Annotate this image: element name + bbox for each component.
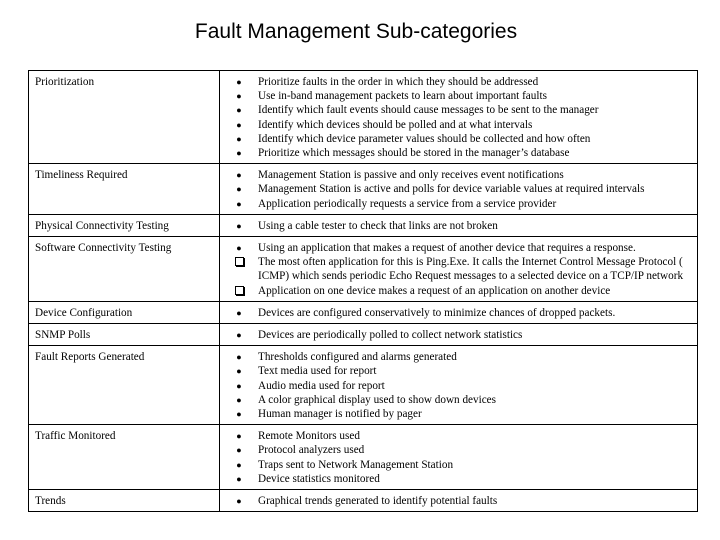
- category-cell: Traffic Monitored: [29, 425, 220, 490]
- table-row: [29, 490, 698, 512]
- description-cell: [220, 237, 698, 302]
- dot-bullet-icon: ●: [236, 473, 242, 484]
- description-cell: [220, 324, 698, 346]
- table-row: [29, 324, 698, 346]
- category-cell: Physical Connectivity Testing: [29, 214, 220, 236]
- square-bullet-icon: [235, 286, 244, 295]
- category-cell: Timeliness Required: [29, 164, 220, 215]
- list-item: [226, 146, 691, 160]
- dot-bullet-icon: ●: [236, 148, 242, 159]
- bullet-icon: [232, 494, 246, 508]
- item-text: Audio media used for report: [258, 379, 385, 392]
- list-item: [226, 429, 691, 443]
- description-list: [226, 429, 691, 486]
- dot-bullet-icon: ●: [236, 220, 242, 231]
- page-title: Fault Management Sub-categories: [194, 20, 518, 43]
- bullet-icon: [232, 379, 246, 393]
- description-list: [226, 168, 691, 211]
- bullet-icon: [232, 306, 246, 320]
- item-text: Devices are configured conservatively to minimize chances of dropped packets.: [258, 306, 616, 319]
- bullet-icon: [232, 103, 246, 117]
- table-row: [29, 237, 698, 302]
- item-text: Prioritize faults in the order in which they should be addressed: [258, 76, 539, 88]
- list-item: [226, 89, 691, 103]
- list-item: [226, 197, 691, 211]
- list-item: [226, 118, 691, 132]
- description-list: [226, 241, 691, 298]
- dot-bullet-icon: ●: [236, 184, 242, 195]
- dot-bullet-icon: ●: [236, 243, 242, 254]
- item-text: Device statistics monitored: [258, 472, 380, 485]
- item-text: Identify which device parameter values should be collected and how often: [258, 132, 591, 145]
- table-row: [29, 425, 698, 490]
- table-row: [29, 346, 698, 425]
- dot-bullet-icon: ●: [236, 394, 242, 405]
- description-cell: [220, 71, 698, 164]
- description-cell: [220, 301, 698, 323]
- bullet-icon: [232, 75, 246, 89]
- bullet-icon: [232, 328, 246, 342]
- bullet-icon: [232, 429, 246, 443]
- item-text: Human manager is notified by pager: [258, 408, 422, 421]
- list-item: [226, 168, 691, 182]
- list-item: [226, 255, 691, 283]
- item-text: Identify which fault events should cause messages to be sent to the manager: [258, 104, 599, 117]
- item-text: Application on one device makes a request of an application on another device: [258, 284, 611, 297]
- fault-categories-table: [28, 70, 698, 512]
- dot-bullet-icon: ●: [236, 119, 242, 130]
- category-cell: Trends: [29, 490, 220, 512]
- table-row: [29, 164, 698, 215]
- dot-bullet-icon: ●: [236, 366, 242, 377]
- item-text: Application periodically requests a service from a service provider: [258, 197, 557, 210]
- bullet-icon: [232, 393, 246, 407]
- list-item: [226, 458, 691, 472]
- bullet-icon: [232, 350, 246, 364]
- description-list: [226, 75, 691, 160]
- item-text: Prioritize which messages should be stored in the manager’s database: [258, 147, 570, 160]
- item-text: Using an application that makes a request of another device that requires a response.: [258, 242, 636, 255]
- category-cell: SNMP Polls: [29, 324, 220, 346]
- bullet-icon: [232, 364, 246, 378]
- table-row: [29, 71, 698, 164]
- list-item: [226, 328, 691, 342]
- bullet-icon: [232, 118, 246, 132]
- item-text: Use in-band management packets to learn about important faults: [258, 90, 547, 103]
- item-text: Traps sent to Network Management Station: [258, 458, 454, 471]
- description-cell: [220, 425, 698, 490]
- bullet-icon: [232, 168, 246, 182]
- item-text: Management Station is active and polls for device variable values at required intervals: [258, 183, 645, 196]
- checkbox-bullet-icon: [232, 255, 246, 270]
- bullet-icon: [232, 443, 246, 457]
- square-bullet-icon: [235, 257, 244, 266]
- dot-bullet-icon: ●: [236, 77, 242, 87]
- table-row: [29, 301, 698, 323]
- dot-bullet-icon: ●: [236, 380, 242, 391]
- item-text: Text media used for report: [258, 365, 377, 378]
- description-list: [226, 306, 691, 320]
- description-list: [226, 219, 691, 233]
- item-text: Management Station is passive and only receives event notifications: [258, 169, 564, 182]
- dot-bullet-icon: ●: [236, 133, 242, 144]
- bullet-icon: [232, 241, 246, 255]
- item-text: A color graphical display used to show down devices: [258, 393, 496, 406]
- category-cell: Prioritization: [29, 71, 220, 164]
- item-text: Remote Monitors used: [258, 430, 360, 443]
- list-item: [226, 182, 691, 196]
- description-list: [226, 494, 691, 508]
- description-cell: [220, 214, 698, 236]
- list-item: [226, 407, 691, 421]
- dot-bullet-icon: ●: [236, 431, 242, 442]
- dot-bullet-icon: ●: [236, 459, 242, 470]
- category-cell: Fault Reports Generated: [29, 346, 220, 425]
- category-cell: Software Connectivity Testing: [29, 237, 220, 302]
- list-item: [226, 284, 691, 298]
- list-item: [226, 103, 691, 117]
- dot-bullet-icon: ●: [236, 307, 242, 318]
- dot-bullet-icon: ●: [236, 170, 242, 181]
- table-body: [29, 71, 698, 512]
- item-text: Devices are periodically polled to collect network statistics: [258, 329, 523, 342]
- description-cell: [220, 490, 698, 512]
- dot-bullet-icon: ●: [236, 198, 242, 209]
- table-row: [29, 214, 698, 236]
- dot-bullet-icon: ●: [236, 409, 242, 420]
- item-text: Using a cable tester to check that links are not broken: [258, 219, 498, 232]
- bullet-icon: [232, 219, 246, 233]
- item-text: Thresholds configured and alarms generated: [258, 351, 457, 364]
- list-item: [226, 472, 691, 486]
- bullet-icon: [232, 182, 246, 196]
- dot-bullet-icon: ●: [236, 352, 242, 363]
- list-item: [226, 241, 691, 255]
- dot-bullet-icon: ●: [236, 91, 242, 102]
- item-text: The most often application for this is Ping.Exe. It calls the Internet Control Message Protocol ( ICMP) which sends periodic Echo Request messages to a selected device on a TCP/IP network: [258, 256, 684, 283]
- dot-bullet-icon: ●: [236, 496, 242, 507]
- list-item: [226, 132, 691, 146]
- description-list: [226, 328, 691, 342]
- bullet-icon: [232, 89, 246, 103]
- description-cell: [220, 164, 698, 215]
- bullet-icon: [232, 197, 246, 211]
- bullet-icon: [232, 407, 246, 421]
- dot-bullet-icon: ●: [236, 330, 242, 341]
- item-text: Protocol analyzers used: [258, 444, 365, 457]
- checkbox-bullet-icon: [232, 284, 246, 299]
- bullet-icon: [232, 472, 246, 486]
- bullet-icon: [232, 132, 246, 146]
- bullet-icon: [232, 458, 246, 472]
- bullet-icon: [232, 146, 246, 160]
- item-text: Identify which devices should be polled and at what intervals: [258, 118, 533, 131]
- list-item: [226, 350, 691, 364]
- item-text: Graphical trends generated to identify potential faults: [258, 495, 498, 508]
- category-cell: Device Configuration: [29, 301, 220, 323]
- description-cell: [220, 346, 698, 425]
- list-item: [226, 219, 691, 233]
- dot-bullet-icon: ●: [236, 445, 242, 456]
- list-item: [226, 364, 691, 378]
- list-item: [226, 393, 691, 407]
- list-item: [226, 75, 691, 89]
- list-item: [226, 306, 691, 320]
- description-list: [226, 350, 691, 421]
- list-item: [226, 494, 691, 508]
- list-item: [226, 379, 691, 393]
- dot-bullet-icon: ●: [236, 105, 242, 116]
- list-item: [226, 443, 691, 457]
